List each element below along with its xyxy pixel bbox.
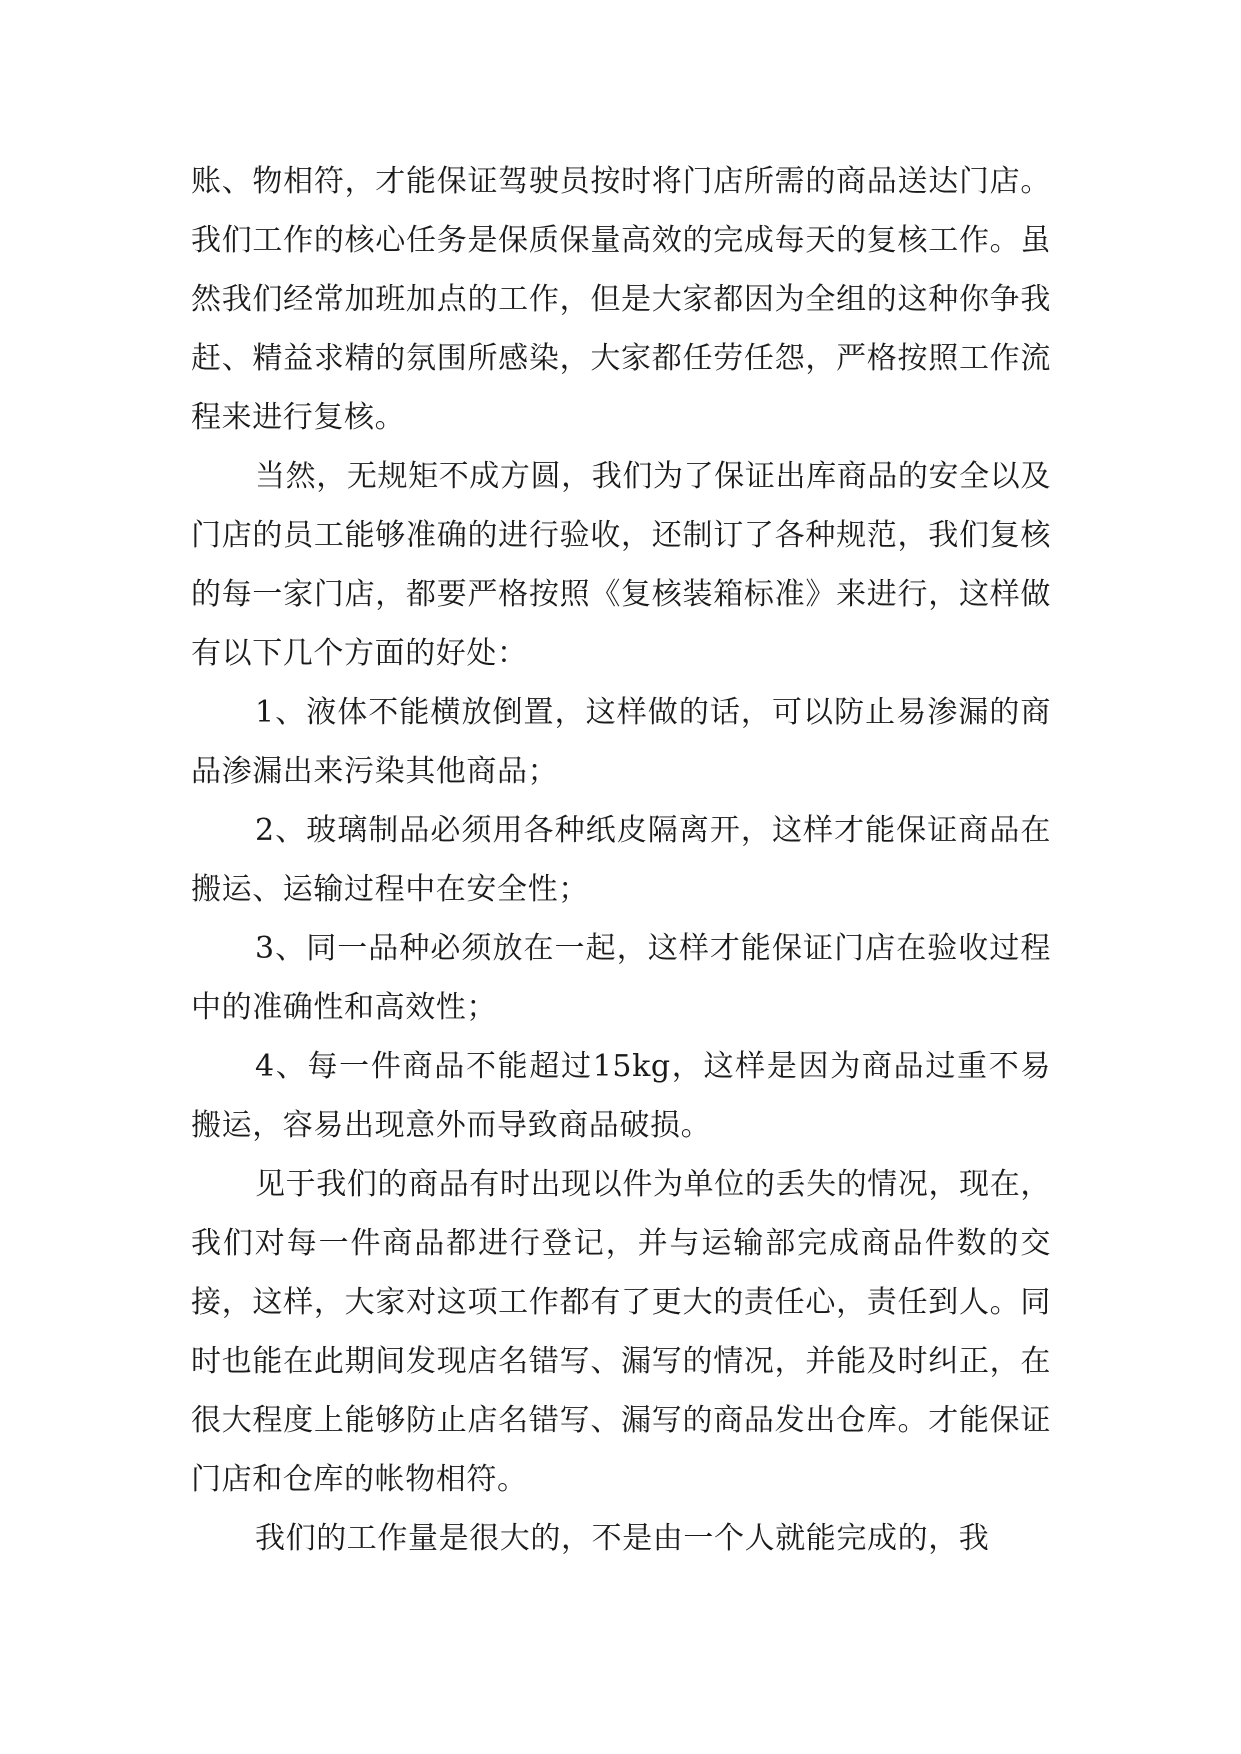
paragraph-5: 3、同一品种必须放在一起，这样才能保证门店在验收过程中的准确性和高效性； [191, 931, 1051, 1025]
paragraph-6: 4、每一件商品不能超过15kg，这样是因为商品过重不易搬运，容易出现意外而导致商品破损。 [191, 1049, 1051, 1143]
paragraph-2: 当然，无规矩不成方圆，我们为了保证出库商品的安全以及门店的员工能够准确的进行验收，还制订了各种规范，我们复核的每一家门店，都要严格按照《复核装箱标准》来进行，这样做有以下几个方面的好处： [191, 459, 1051, 671]
paragraph-4: 2、玻璃制品必须用各种纸皮隔离开，这样才能保证商品在搬运、运输过程中在安全性； [191, 813, 1051, 907]
paragraph-8: 我们的工作量是很大的，不是由一个人就能完成的，我 [255, 1521, 990, 1556]
document-body [191, 152, 1051, 1568]
paragraph-7: 见于我们的商品有时出现以件为单位的丢失的情况，现在，我们对每一件商品都进行登记，并与运输部完成商品件数的交接，这样，大家对这项工作都有了更大的责任心，责任到人。同时也能在此期间发现店名错写、漏写的情况，并能及时纠正，在很大程度上能够防止店名错写、漏写的商品发出仓库。才能保证门店和仓库的帐物相符。 [191, 1167, 1051, 1497]
paragraph-3: 1、液体不能横放倒置，这样做的话，可以防止易渗漏的商品渗漏出来污染其他商品； [191, 695, 1051, 789]
paragraph-1: 账、物相符，才能保证驾驶员按时将门店所需的商品送达门店。我们工作的核心任务是保质保量高效的完成每天的复核工作。虽然我们经常加班加点的工作，但是大家都因为全组的这种你争我赶、精益求精的氛围所感染，大家都任劳任怨，严格按照工作流程来进行复核。 [191, 164, 1051, 435]
